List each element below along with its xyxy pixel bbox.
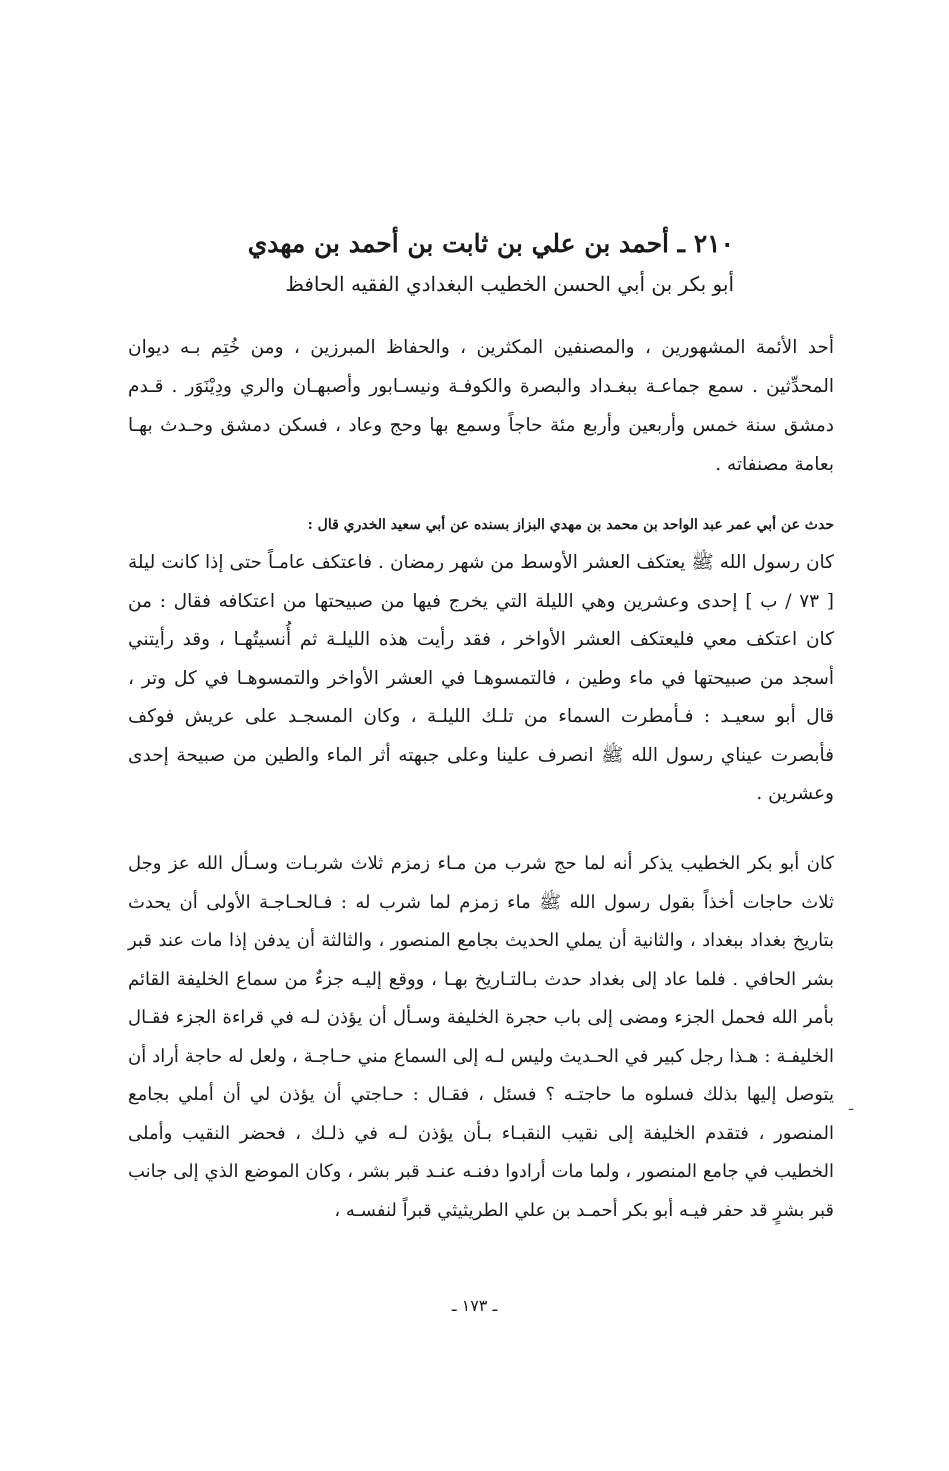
story-paragraph: كان أبو بكر الخطيب يذكر أنه لما حج شرب من مـاء زمزم ثلاث شربـات وسـأل الله عز وجل ثلاث حاجات أخذاً بقول رسول الله ﷺ ماء زمزم لما شرب له : فـالحـاجـة الأولى أن يحدث بتاريخ بغداد ببغداد ، والثانية أن يملي الحديث بجامع المنصور ، والثالثة أن يدفن إذا مات عند قبر بشر الحافي . فلما عاد إلى بغداد حدث بـالتـاريخ بهـا ، ووقع إليـه جزءٌ من سماع الخليفة القائم بأمر الله فحمل الجزء ومضى إلى باب حجرة الخليفة وسـأل أن يؤذن لـه في قراءة الجزء فقـال الخليفـة : هـذا رجل كبير في الحـديث وليس لـه إلى السماع مني حـاجـة ، ولعل له حاجة أراد أن يتوصل إليها بذلك فسلوه ما حاجتـه ؟ فسئل ، فقـال : حـاجتي أن يؤذن لي أن أملي بجامع المنصور ، فتقدم الخليفة إلى نقيب النقبـاء بـأن يؤذن لـه في ذلـك ، فحضر النقيب وأملى الخطيب في جامع المنصور ، ولما مات أرادوا دفنـه عنـد قبر بشر ، وكان الموضع الذي إلى جانب قبر بشرٍ قد حفر فيـه أبو بكر أحمـد بن علي الطريثيثي قبراً لنفسـه ،	[128, 853, 834, 1221]
isnad-line: حدث عن أبي عمر عبد الواحد بن محمد بن مهدي البزاز بسنده عن أبي سعيد الخدري قال :	[307, 517, 834, 533]
margin-mark: ـ	[849, 1098, 854, 1114]
page-number: ـ ١٧٣ ـ	[451, 1296, 498, 1315]
entry-subtitle: أبو بكر بن أبي الحسن الخطيب البغدادي الفقيه الحافظ	[285, 272, 734, 296]
biography-paragraph: أحد الأئمة المشهورين ، والمصنفين المكثرين ، والحفاظ المبرزين ، ومن خُتِم بـه ديوان المحدِّثين . سمع جماعـة ببغـداد والبصرة والكوفـة ونيسـابور وأصبهـان والري ودِيْنَوَر . قـدم دمشق سنة خمس وأربعين وأربع مئة حاجاً وسمع بها وحج وعاد ، فسكن دمشق وحـدث بهـا بعامة مصنفاته .	[128, 337, 834, 475]
hadith-paragraph: كان رسول الله ﷺ يعتكف العشر الأوسط من شهر رمضان . فاعتكف عامـاً حتى إذا كانت ليلة [ ٧٣ / ب ] إحدى وعشرين وهي الليلة التي يخرج فيها من صبيحتها من اعتكافه فقال : من كان اعتكف معي فليعتكف العشر الأواخر ، فقد رأيت هذه الليلـة ثم أُنسيتُهـا ، وقد رأيتني أسجد من صبيحتها في ماء وطين ، فالتمسوهـا في العشر الأواخر والتمسوهـا في كل وتر ، قال أبو سعيـد : فـأمطرت السماء من تلـك الليلـة ، وكان المسجـد على عريش فوكف فأبصرت عيناي رسول الله ﷺ انصرف علينا وعلى جبهته أثر الماء والطين من صبيحة إحدى وعشرين .	[128, 552, 834, 804]
entry-title: ٢١٠ ـ أحمد بن علي بن ثابت بن أحمد بن مهدي	[247, 229, 734, 258]
